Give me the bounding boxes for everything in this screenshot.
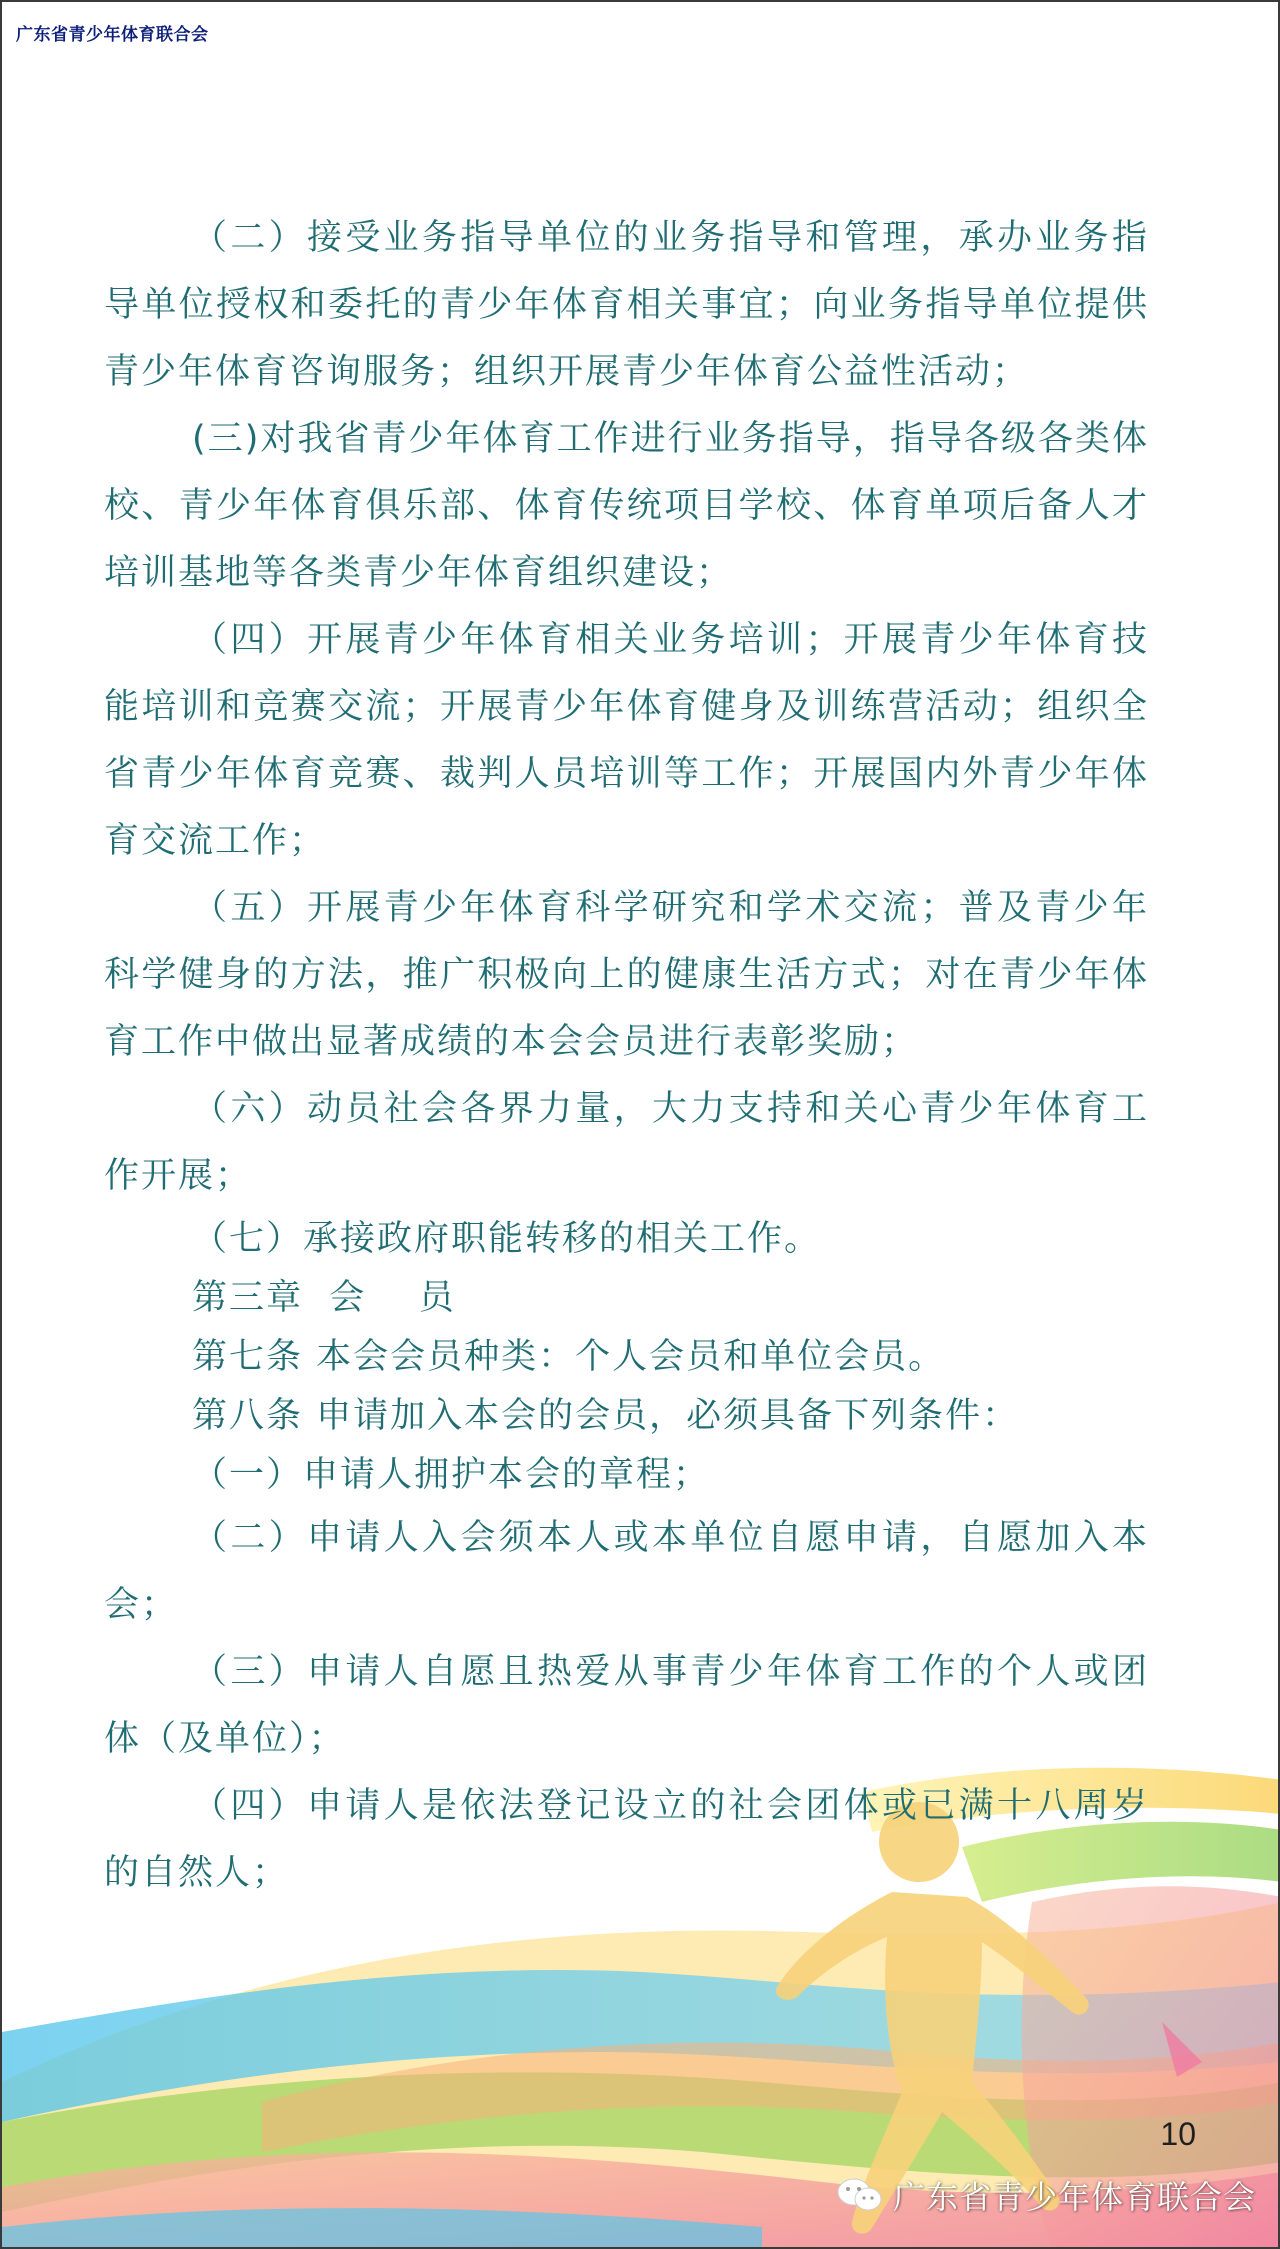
paragraph-duty-3: (三)对我省青少年体育工作进行业务指导，指导各级各类体校、青少年体育俱乐部、体育传统项目学校、体育单项后备人才培训基地等各类青少年体育组织建设； bbox=[104, 419, 1149, 593]
condition-2: （二）申请人入会须本人或本单位自愿申请，自愿加入本会； bbox=[104, 1518, 1149, 1625]
condition-4: （四）申请人是依法登记设立的社会团体或已满十八周岁的自然人； bbox=[104, 1786, 1149, 1893]
paragraph-duty-5: （五）开展青少年体育科学研究和学术交流；普及青少年科学健身的方法，推广积极向上的健康生活方式；对在青少年体育工作中做出显著成绩的本会会员进行表彰奖励； bbox=[104, 888, 1149, 1062]
watermark-text: 广东省青少年体育联合会 bbox=[893, 2178, 1257, 2216]
paragraph-duty-7: （七）承接政府职能转移的相关工作。 bbox=[192, 1219, 822, 1259]
chapter-three-heading: 第三章 会 员 bbox=[192, 1278, 456, 1318]
document-body bbox=[104, 205, 1149, 1907]
header-org-name: 广东省青少年体育联合会 bbox=[16, 25, 209, 45]
paragraph-duty-2: （二）接受业务指导单位的业务指导和管理，承办业务指导单位授权和委托的青少年体育相关事宜；向业务指导单位提供青少年体育咨询服务；组织开展青少年体育公益性活动； bbox=[104, 218, 1149, 392]
paragraph-duty-6: （六）动员社会各界力量，大力支持和关心青少年体育工作开展； bbox=[104, 1089, 1149, 1196]
article-eight: 第八条 申请加入本会的会员，必须具备下列条件： bbox=[192, 1396, 1020, 1436]
condition-3: （三）申请人自愿且热爱从事青少年体育工作的个人或团体（及单位）； bbox=[104, 1652, 1149, 1759]
paragraph-duty-4: （四）开展青少年体育相关业务培训；开展青少年体育技能培训和竞赛交流；开展青少年体育健身及训练营活动；组织全省青少年体育竞赛、裁判人员培训等工作；开展国内外青少年体育交流工作； bbox=[104, 620, 1149, 861]
page-number: 10 bbox=[1160, 2116, 1196, 2152]
condition-1: （一）申请人拥护本会的章程； bbox=[192, 1455, 711, 1495]
article-seven: 第七条 本会会员种类：个人会员和单位会员。 bbox=[192, 1337, 946, 1377]
wechat-icon bbox=[835, 2176, 885, 2214]
wechat-watermark bbox=[835, 2172, 1256, 2218]
